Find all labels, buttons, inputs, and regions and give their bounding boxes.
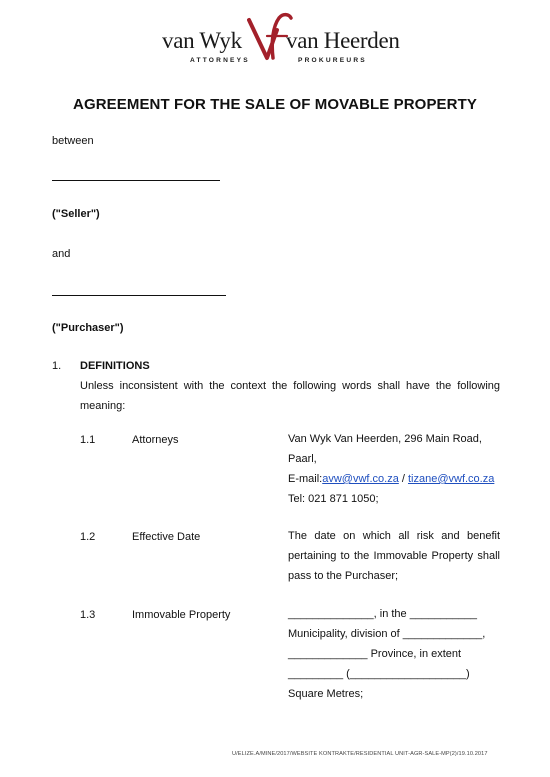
and-label: and <box>52 248 71 260</box>
logo-right-subtitle: PROKUREURS <box>298 57 367 64</box>
definition-number: 1.3 <box>80 609 96 621</box>
document-title: AGREEMENT FOR THE SALE OF MOVABLE PROPERTY <box>73 96 477 113</box>
definition-number: 1.2 <box>80 531 96 543</box>
property-line: Municipality, division of _____________, <box>288 628 486 640</box>
attorneys-definition <box>288 429 500 509</box>
property-line: Square Metres; <box>288 688 364 700</box>
attorneys-city: Paarl, <box>288 453 317 465</box>
footer-reference: U/ELIZE.A/MINE/2017/WEBSITE KONTRAKTE/RESIDENTIAL UNIT-AGR-SALE-MP(2)/19.10.2017 <box>232 751 488 757</box>
email-prefix: E-mail: <box>288 473 323 485</box>
firm-logo <box>150 10 410 70</box>
effective-date-definition: The date on which all risk and benefit pertaining to the Immovable Property shall pass to the Purchaser; <box>288 530 500 582</box>
property-line: ______________, in the ___________ <box>288 608 478 620</box>
logo-right-word: van Heerden <box>286 28 400 53</box>
logo-left-subtitle: ATTORNEYS <box>190 57 250 64</box>
attorneys-email-line <box>288 469 500 489</box>
definition-term: Attorneys <box>132 434 179 446</box>
definition-term: Immovable Property <box>132 609 231 621</box>
logo-left-word: van Wyk <box>162 28 242 53</box>
purchaser-label: ("Purchaser") <box>52 322 124 334</box>
section-number: 1. <box>52 360 62 372</box>
between-label: between <box>52 135 94 147</box>
purchaser-name-line <box>52 295 226 296</box>
email-link-avw[interactable]: avw@vwf.co.za <box>322 473 399 485</box>
section-title: DEFINITIONS <box>80 360 150 372</box>
definition-number: 1.1 <box>80 434 96 446</box>
definition-term: Effective Date <box>132 531 201 543</box>
property-line: _____________ Province, in extent <box>288 648 462 660</box>
email-separator: / <box>398 473 408 485</box>
seller-name-line <box>52 180 220 181</box>
definitions-intro: Unless inconsistent with the context the following words shall have the following meaning: <box>80 380 500 412</box>
attorneys-telephone: Tel: 021 871 1050; <box>288 493 379 505</box>
attorneys-address: Van Wyk Van Heerden, 296 Main Road, <box>288 433 482 445</box>
seller-label: ("Seller") <box>52 208 100 220</box>
immovable-property-definition <box>288 604 500 704</box>
email-link-tizane[interactable]: tizane@vwf.co.za <box>407 473 495 485</box>
property-line: _________ (___________________) <box>288 668 470 680</box>
